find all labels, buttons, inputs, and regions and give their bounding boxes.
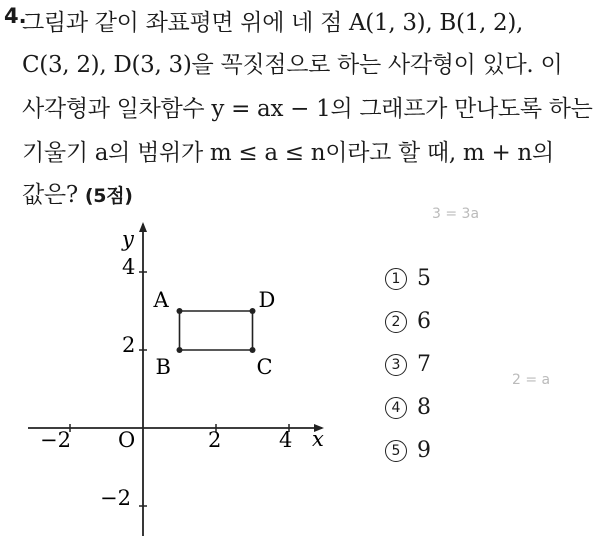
y-tick-label-4: 4 <box>122 255 136 279</box>
vertex-label-c: C <box>256 355 273 379</box>
choice-1-value: 5 <box>417 266 431 291</box>
question-number: 4. <box>4 4 27 28</box>
y-tick-label-neg2: −2 <box>100 486 131 510</box>
choice-2[interactable] <box>385 309 431 339</box>
pencil-scribble-2: 2 = a <box>512 372 551 388</box>
choice-1[interactable] <box>385 266 431 296</box>
x-tick-label-4: 4 <box>279 428 293 452</box>
pencil-scribble-1: 3 = 3a <box>432 206 480 222</box>
choice-3-mark: 3 <box>385 354 407 376</box>
choice-2-value: 6 <box>417 309 431 334</box>
vertex-label-b: B <box>155 355 171 379</box>
rectangle-abcd <box>177 308 256 353</box>
choice-4-mark: 4 <box>385 397 407 419</box>
x-tick-label-2: 2 <box>208 428 222 452</box>
vertex-point-b <box>177 347 183 353</box>
problem-line-3: 사각형과 일차함수 y = ax − 1의 그래프가 만나도록 하는 <box>22 96 593 122</box>
rectangle-outline <box>180 311 253 350</box>
vertex-point-a <box>177 308 183 314</box>
choice-5-value: 9 <box>417 438 431 463</box>
points-label: (5점) <box>84 185 133 207</box>
y-axis-arrow-icon <box>139 222 147 232</box>
y-axis-label: y <box>122 227 134 251</box>
vertex-label-a: A <box>153 288 169 312</box>
choice-5-mark: 5 <box>385 440 407 462</box>
axes <box>28 222 324 536</box>
x-axis-label: x <box>312 427 324 451</box>
choice-4-value: 8 <box>417 395 431 420</box>
problem-line-1: 그림과 같이 좌표평면 위에 네 점 A(1, 3), B(1, 2), <box>22 10 524 36</box>
choice-3-value: 7 <box>417 352 431 377</box>
choice-4[interactable] <box>385 395 431 425</box>
choice-5[interactable] <box>385 438 431 468</box>
problem-question: 값은? <box>22 182 78 208</box>
vertex-label-d: D <box>258 288 276 312</box>
problem-line-4: 기울기 a의 범위가 m ≤ a ≤ n이라고 할 때, m + n의 <box>22 140 554 166</box>
vertex-point-c <box>250 347 256 353</box>
origin-label: O <box>118 428 136 452</box>
vertex-point-d <box>250 308 256 314</box>
choice-1-mark: 1 <box>385 268 407 290</box>
problem-line-2: C(3, 2), D(3, 3)을 꼭짓점으로 하는 사각형이 있다. 이 <box>22 52 563 78</box>
tick-marks <box>70 272 289 506</box>
choice-3[interactable] <box>385 352 431 382</box>
y-tick-label-2: 2 <box>122 333 136 357</box>
vertex-labels <box>153 288 276 379</box>
choice-2-mark: 2 <box>385 311 407 333</box>
x-tick-label-neg2: −2 <box>40 428 71 452</box>
